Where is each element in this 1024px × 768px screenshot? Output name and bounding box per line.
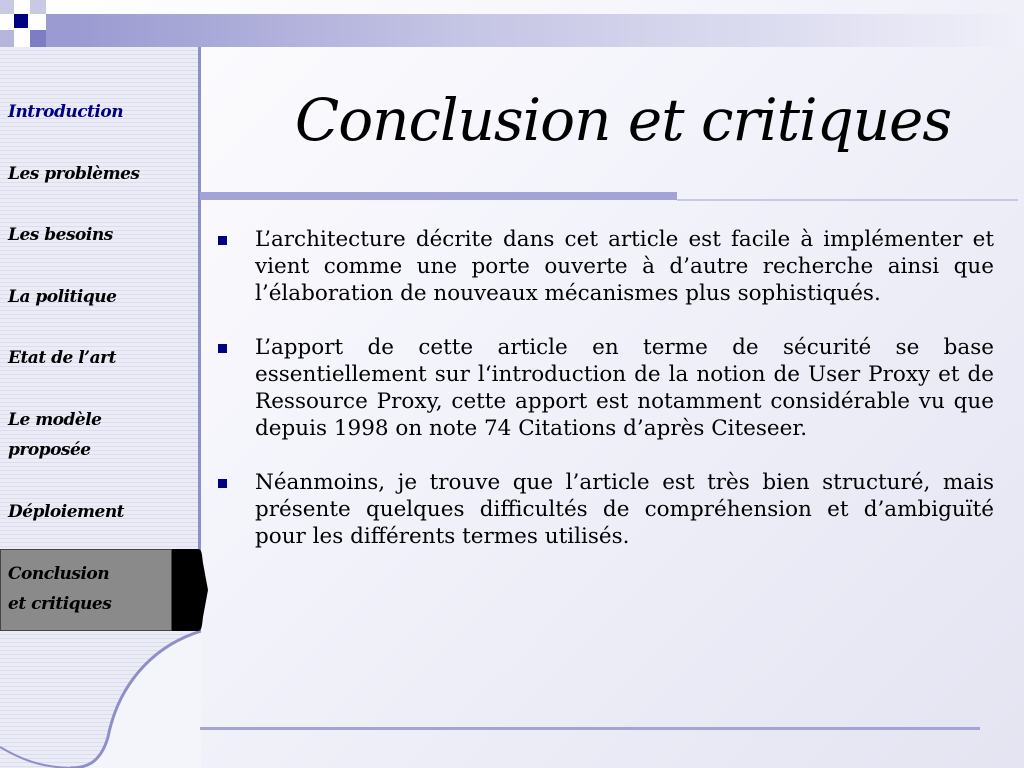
sidebar-item-modele-propose[interactable] [8, 405, 168, 465]
sidebar-item-label: Le modèle [8, 410, 102, 430]
square-bullet-icon [218, 236, 227, 245]
bullet-item [218, 469, 994, 550]
title-underline [200, 192, 677, 200]
decor-square [30, 0, 46, 14]
decor-square [0, 30, 14, 47]
decor-square [30, 30, 46, 47]
active-arrow-tab [172, 549, 208, 631]
title-underline-thin [677, 199, 1018, 201]
sidebar-item-conclusion[interactable] [8, 559, 168, 619]
sidebar-item-problemes[interactable]: Les problèmes [8, 164, 140, 184]
footer-divider [200, 727, 980, 730]
sidebar-item-label-line2: et critiques [8, 594, 112, 614]
decor-square [0, 0, 14, 14]
sidebar-item-introduction[interactable]: Introduction [8, 102, 124, 122]
content-bullet-list [218, 226, 994, 577]
bullet-text: L’architecture décrite dans cet article est facile à implémenter et vient comme une porte ouverte à d’autre recherche ainsi que l’élaboration de nouveaux mécanismes plus sophistiqués. [255, 227, 994, 306]
decor-square [46, 14, 78, 47]
page-title: Conclusion et critiques [294, 86, 952, 154]
header-gradient-bar [78, 14, 1024, 47]
square-bullet-icon [218, 479, 227, 488]
bullet-item [218, 226, 994, 307]
sidebar-item-label-line2: proposée [8, 440, 91, 460]
sidebar-item-politique[interactable]: La politique [8, 287, 117, 307]
square-bullet-icon [218, 344, 227, 353]
sidebar-item-besoins[interactable]: Les besoins [8, 225, 113, 245]
bullet-text: Néanmoins, je trouve que l’article est très bien structuré, mais présente quelques difficultés de compréhension et d’ambiguïté pour les différents termes utilisés. [255, 470, 994, 549]
bullet-text: L’apport de cette article en terme de sécurité se base essentiellement sur l‘introduction de la notion de User Proxy et de Ressource Proxy, cette apport est notamment considérable vu que depuis 1998 on note 74 Citations d’après Citeseer. [255, 335, 994, 441]
bullet-item [218, 334, 994, 442]
sidebar-item-label: Conclusion [8, 564, 110, 584]
decor-square-accent [14, 14, 28, 28]
sidebar-item-etat-de-lart[interactable]: Etat de l’art [8, 348, 116, 368]
sidebar-item-deploiement[interactable]: Déploiement [8, 502, 125, 522]
